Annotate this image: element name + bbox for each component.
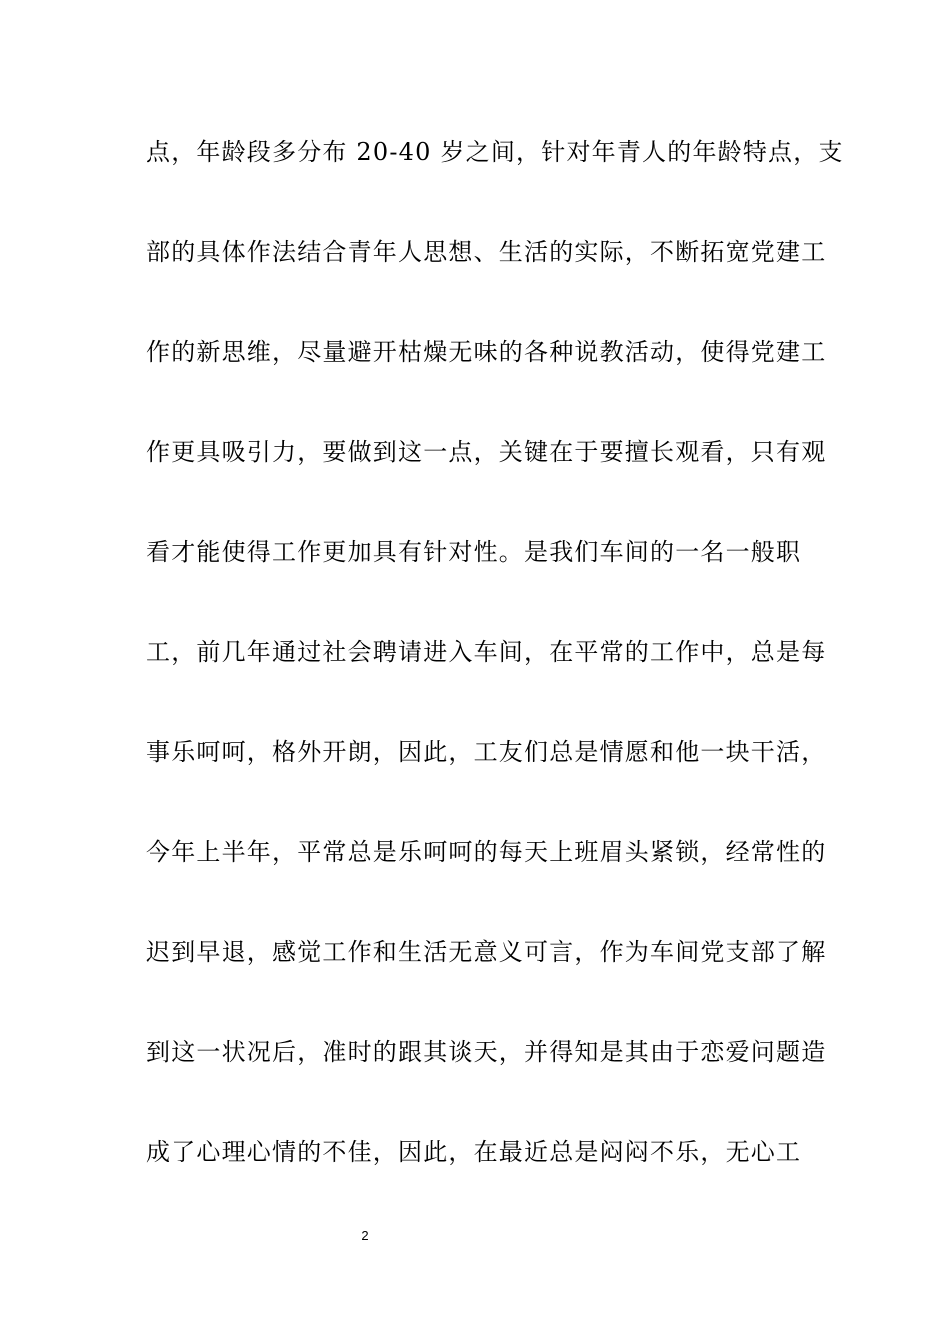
text-line: 部的具体作法结合青年人思想、生活的实际，不断拓宽党建工	[146, 238, 827, 266]
text-line: 工，前几年通过社会聘请进入车间，在平常的工作中，总是每	[146, 638, 827, 666]
body-text	[146, 130, 844, 1230]
text-line: 事乐呵呵，格外开朗，因此，工友们总是情愿和他一块干活，	[146, 738, 827, 766]
text-line: 看才能使得工作更加具有针对性。是我们车间的一名一般职	[146, 538, 802, 566]
text-line: 作更具吸引力，要做到这一点，关键在于要擅长观看，只有观	[146, 438, 827, 466]
text-line: 今年上半年，平常总是乐呵呵的每天上班眉头紧锁，经常性的	[146, 838, 827, 866]
text-line: 作的新思维，尽量避开枯燥无味的各种说教活动，使得党建工	[146, 338, 827, 366]
text-line: 点，年龄段多分布 20-40 岁之间，针对年青人的年龄特点，支	[146, 138, 844, 166]
text-line: 到这一状况后，准时的跟其谈天，并得知是其由于恋爱问题造	[146, 1038, 827, 1066]
page-number: 2	[361, 1228, 369, 1243]
text-line: 成了心理心情的不佳，因此，在最近总是闷闷不乐，无心工	[146, 1138, 802, 1166]
text-line: 迟到早退，感觉工作和生活无意义可言，作为车间党支部了解	[146, 938, 827, 966]
